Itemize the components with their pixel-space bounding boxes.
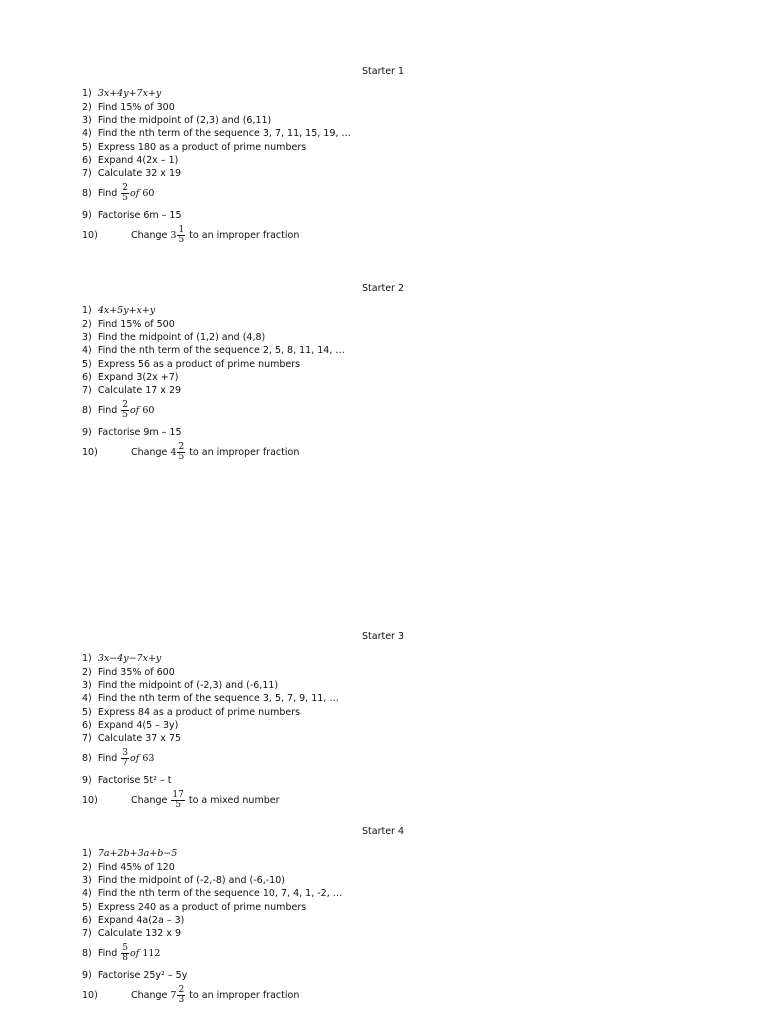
question-10: 10) Change $\frac{17}{5}$ to a mixed number <box>82 790 280 810</box>
question-2: 2) Find 35% of 600 <box>82 667 175 678</box>
expression: 3x+4y+7x+y <box>97 88 162 99</box>
question-3: 3) Find the midpoint of (1,2) and (4,8) <box>82 332 266 343</box>
expression: 4x+5y+x+y <box>97 305 156 316</box>
question-9: 9) Factorise 25y² – 5y <box>82 970 188 981</box>
question-6: 6) Expand 4(5 – 3y) <box>82 720 179 731</box>
fraction: $\frac{1}{5}$ <box>178 225 185 245</box>
question-7: 7) Calculate 37 x 75 <box>82 733 182 744</box>
question-1: 1) 3x+4y+7x+y <box>82 88 162 99</box>
fraction: $\frac{5}{8}$ <box>122 943 129 963</box>
question-1: 1) 4x+5y+x+y <box>82 305 156 316</box>
question-10: 10) Change 4 $\frac{2}{5}$ to an improper fraction <box>82 442 300 462</box>
question-6: 6) Expand 3(2x +7) <box>82 372 179 383</box>
question-3: 3) Find the midpoint of (-2,-8) and (-6,-10) <box>82 875 285 886</box>
question-4: 4) Find the nth term of the sequence 3, 5, 7, 9, 11, … <box>82 693 339 704</box>
question-10: 10) Change 3 $\frac{1}{5}$ to an improper fraction <box>82 225 300 245</box>
question-6: 6) Expand 4(2x – 1) <box>82 155 179 166</box>
expression: 7a+2b+3a+b−5 <box>97 848 178 859</box>
question-7: 7) Calculate 132 x 9 <box>82 928 182 939</box>
question-4: 4) Find the nth term of the sequence 10, 7, 4, 1, -2, … <box>82 888 343 899</box>
expression: 3x−4y−7x+y <box>97 653 162 664</box>
question-8: 8) Find $\frac{3}{7}$ of 63 <box>82 748 155 768</box>
question-9: 9) Factorise 9m – 15 <box>82 427 182 438</box>
question-4: 4) Find the nth term of the sequence 2, 5, 8, 11, 14, … <box>82 345 345 356</box>
fraction: $\frac{3}{7}$ <box>122 748 129 768</box>
starter-title: Starter 2 <box>362 283 405 294</box>
question-3: 3) Find the midpoint of (-2,3) and (-6,11) <box>82 680 279 691</box>
question-8: 8) Find $\frac{2}{5}$ of 60 <box>82 183 155 203</box>
starter-title: Starter 4 <box>362 826 405 837</box>
question-2: 2) Find 15% of 500 <box>82 319 175 330</box>
question-9: 9) Factorise 6m – 15 <box>82 210 182 221</box>
question-3: 3) Find the midpoint of (2,3) and (6,11) <box>82 115 272 126</box>
question-9: 9) Factorise 5t² – t <box>82 775 172 786</box>
fraction: $\frac{2}{5}$ <box>122 183 129 203</box>
question-8: 8) Find $\frac{5}{8}$ of 112 <box>82 943 161 963</box>
question-2: 2) Find 45% of 120 <box>82 862 175 873</box>
starter-title: Starter 3 <box>362 631 405 642</box>
question-5: 5) Express 84 as a product of prime numbers <box>82 707 301 718</box>
starter-title: Starter 1 <box>362 66 405 77</box>
question-8: 8) Find $\frac{2}{5}$ of 60 <box>82 400 155 420</box>
question-1: 1) 3x−4y−7x+y <box>82 653 162 664</box>
fraction: $\frac{17}{5}$ <box>172 790 184 810</box>
fraction: $\frac{2}{5}$ <box>178 442 185 462</box>
question-5: 5) Express 180 as a product of prime numbers <box>82 142 307 153</box>
question-2: 2) Find 15% of 300 <box>82 102 175 113</box>
question-6: 6) Expand 4a(2a – 3) <box>82 915 185 926</box>
question-4: 4) Find the nth term of the sequence 3, 7, 11, 15, 19, … <box>82 128 351 139</box>
question-10: 10) Change 7 $\frac{2}{3}$ to an improper fraction <box>82 985 300 1005</box>
question-5: 5) Express 56 as a product of prime numbers <box>82 359 301 370</box>
question-1: 1) 7a+2b+3a+b−5 <box>82 848 178 859</box>
question-7: 7) Calculate 32 x 19 <box>82 168 182 179</box>
question-7: 7) Calculate 17 x 29 <box>82 385 182 396</box>
fraction: $\frac{2}{3}$ <box>178 985 185 1005</box>
fraction: $\frac{2}{5}$ <box>122 400 129 420</box>
question-5: 5) Express 240 as a product of prime numbers <box>82 902 307 913</box>
